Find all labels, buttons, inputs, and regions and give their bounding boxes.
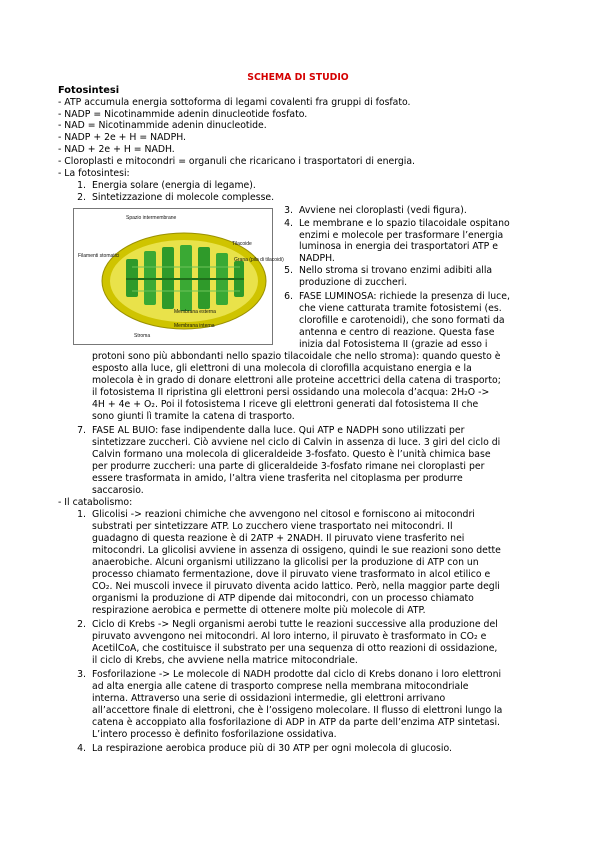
list-item-line: Glicolisi -> reazioni chimiche che avvengono nel citosol e forniscono ai mitocondri bbox=[92, 509, 475, 520]
intro-line: - NAD = Nicotinammide adenin dinucleotide. bbox=[58, 120, 267, 131]
label-membrana-esterna: Membrana esterna bbox=[174, 309, 216, 315]
list-item: La respirazione aerobica produce più di 30 ATP per ogni molecola di glucosio. bbox=[92, 743, 452, 754]
list-item-line: protoni sono più abbondanti nello spazio tilacoidale che nello stroma): quando questo è bbox=[92, 351, 501, 362]
label-spazio-intermembrane: Spazio intermembrane bbox=[126, 215, 177, 221]
list-item-line: il ciclo di Krebs, che avviene nella matrice mitocondriale. bbox=[92, 655, 358, 666]
list-item-line: sono giunti lì tramite la catena di trasporto. bbox=[92, 411, 295, 422]
list-item-line: processo chiamato fermentazione, dove il piruvato viene trasformato in alcol etilico e bbox=[92, 569, 491, 580]
list-item-line: L’intero processo è definito fosforilazione ossidativa. bbox=[92, 729, 337, 740]
intro-line: - ATP accumula energia sottoforma di legami covalenti fra gruppi di fosfato. bbox=[58, 97, 411, 108]
list-item-line: catena è accoppiato alla fosforilazione di ADP in ATP da parte dell’enzima ATP sintetasi. bbox=[92, 717, 500, 728]
list-item-line: AcetilCoA, che costituisce il substrato per una sequenza di otto reazioni di ossidazione, bbox=[92, 643, 498, 654]
list-number: 3. bbox=[284, 205, 293, 216]
list-item-line: Calvin formano una molecola di gliceraldeide 3-fosfato. Questo è l’unità chimica base bbox=[92, 449, 491, 460]
list-item-line: il fotosistema II ripristina gli elettroni persi ossidando una molecola d’acqua: 2H₂O -> bbox=[92, 387, 490, 398]
list-item-line: enzimi e molecole per trasformare l’energia bbox=[299, 230, 504, 241]
list-item: Sintetizzazione di molecole complesse. bbox=[92, 192, 275, 203]
list-item: Avviene nei cloroplasti (vedi figura). bbox=[299, 205, 467, 216]
label-grana: Grana (pila di tilacoidi) bbox=[234, 257, 284, 263]
list-item-line: antenna e centro di reazione. Questa fase bbox=[299, 327, 495, 338]
list-number: 5. bbox=[284, 265, 293, 276]
list-number: 6. bbox=[284, 291, 293, 302]
list-item-line: guadagno di questa reazione è di 2ATP + 2NADH. Il piruvato viene trasferito nei bbox=[92, 533, 465, 544]
intro-line: - La fotosintesi: bbox=[58, 168, 130, 179]
list-number: 3. bbox=[77, 669, 86, 680]
list-number: 7. bbox=[77, 425, 86, 436]
list-item-line: FASE LUMINOSA: richiede la presenza di luce, bbox=[299, 291, 510, 302]
list-item-line: che viene catturata tramite fotosistemi (es. bbox=[299, 303, 502, 314]
list-number: 4. bbox=[77, 743, 86, 754]
label-tilacoide: Tilacoide bbox=[232, 241, 252, 247]
list-item-line: all’accettore finale di elettroni, che è l’ossigeno molecolare. Il flusso di elettroni lungo la bbox=[92, 705, 503, 716]
list-item-line: FASE AL BUIO: fase indipendente dalla luce. Qui ATP e NADPH sono utilizzati per bbox=[92, 425, 465, 436]
list-item-line: NADPH. bbox=[299, 253, 335, 264]
list-item-line: sintetizzare zuccheri. Ciò avviene nel ciclo di Calvin in assenza di luce. 3 giri del ciclo di bbox=[92, 437, 501, 448]
list-number: 1. bbox=[77, 180, 86, 191]
list-item-line: Ciclo di Krebs -> Negli organismi aerobi tutte le reazioni successive alla produzione del bbox=[92, 619, 498, 630]
list-item-line: ad alta energia alle catene di trasporto comprese nella membrana mitocondriale bbox=[92, 681, 469, 692]
label-stroma: Stroma bbox=[134, 333, 151, 339]
label-filamenti-stomatici: Filamenti stomatici bbox=[78, 253, 120, 259]
list-number: 1. bbox=[77, 509, 86, 520]
list-item-line: 4H + 4e + O₂. Poi il fotosistema I riceve gli elettroni generati dal fotosistema II che bbox=[92, 399, 479, 410]
list-number: 2. bbox=[77, 192, 86, 203]
list-item-line: organismi la produzione di ATP dipende dai mitocondri, con un processo chiamato bbox=[92, 593, 474, 604]
list-item-line: piruvato avvengono nei mitocondri. Al loro interno, il piruvato è trasformato in CO₂ e bbox=[92, 631, 487, 642]
list-item-line: interna. Attraverso una serie di ossidazioni intermedie, gli elettroni arrivano bbox=[92, 693, 446, 704]
list-item: Energia solare (energia di legame). bbox=[92, 180, 256, 191]
list-item-line: esposto alla luce, gli elettroni di una molecola di clorofilla acquistano energia e la bbox=[92, 363, 472, 374]
list-item-line: substrati per sintetizzare ATP. Lo zucchero viene trasportato nei mitocondri. Il bbox=[92, 521, 453, 532]
list-number: 2. bbox=[77, 619, 86, 630]
intro-line: - NAD + 2e + H = NADH. bbox=[58, 144, 175, 155]
document-title: SCHEMA DI STUDIO bbox=[247, 72, 349, 83]
list-item-line: per produrre zuccheri: una parte di gliceraldeide 3-fosfato rimane nei cloroplasti per bbox=[92, 461, 485, 472]
list-item-line: Nello stroma si trovano enzimi adibiti alla bbox=[299, 265, 493, 276]
list-item-line: anaerobiche. Alcuni organismi utilizzano la glicolisi per la produzione di ATP con un bbox=[92, 557, 479, 568]
list-item-line: respirazione aerobica e permette di ottenere molte più molecole di ATP. bbox=[92, 605, 426, 616]
list-item-line: saccarosio. bbox=[92, 485, 144, 496]
section-label-catabolismo: - Il catabolismo: bbox=[58, 497, 133, 508]
section-heading-fotosintesi: Fotosintesi bbox=[58, 85, 120, 96]
chloroplast-diagram bbox=[74, 209, 284, 344]
chloroplast-figure bbox=[73, 208, 284, 345]
list-item-line: molecola è in grado di donare elettroni alle proteine accettrici della catena di trasporto; bbox=[92, 375, 501, 386]
list-item-line: Fosforilazione -> Le molecole di NADH prodotte dal ciclo di Krebs donano i loro elettroni bbox=[92, 669, 502, 680]
list-item-line: Le membrane e lo spazio tilacoidale ospitano bbox=[299, 218, 510, 229]
list-item-line: mitocondri. La glicolisi avviene in assenza di ossigeno, quindi le sue reazioni sono dette bbox=[92, 545, 501, 556]
list-item-line: produzione di zuccheri. bbox=[299, 277, 408, 288]
list-item-line: CO₂. Nei muscoli invece il piruvato diventa acido lattico. Però, nella maggior parte degli bbox=[92, 581, 500, 592]
list-item-line: luminosa in energia dei trasportatori ATP e bbox=[299, 241, 498, 252]
list-item-line: inizia dal Fotosistema II (grazie ad esso i bbox=[299, 339, 488, 350]
intro-line: - Cloroplasti e mitocondri = organuli che ricaricano i trasportatori di energia. bbox=[58, 156, 415, 167]
list-item-line: clorofille e carotenoidi), che sono formati da bbox=[299, 315, 505, 326]
list-number: 4. bbox=[284, 218, 293, 229]
label-membrana-interna: Membrana interna bbox=[174, 323, 215, 329]
intro-line: - NADP = Nicotinammide adenin dinucleotide fosfato. bbox=[58, 109, 308, 120]
list-item-line: essere trasformata in amido, l’altra viene trasferita nel citoplasma per produrre bbox=[92, 473, 463, 484]
intro-line: - NADP + 2e + H = NADPH. bbox=[58, 132, 186, 143]
